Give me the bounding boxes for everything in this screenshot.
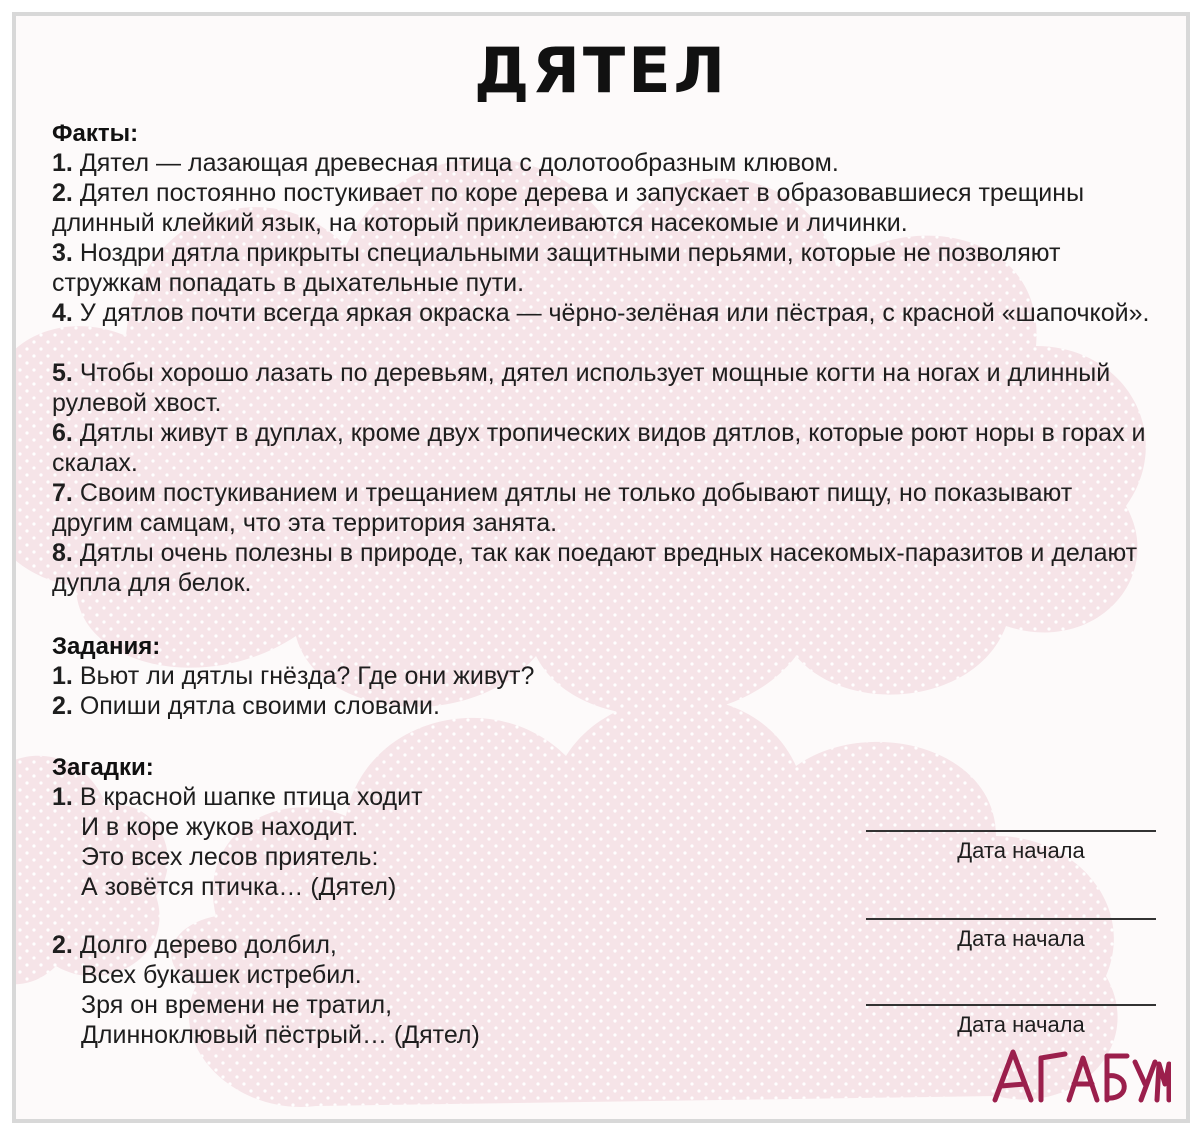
task-text: Вьют ли дятлы гнёзда? Где они живут? <box>79 662 535 690</box>
riddle-line: И в коре жуков находит. <box>81 813 359 841</box>
task-item <box>52 691 1152 721</box>
riddle-line: Это всех лесов приятель: <box>81 843 379 871</box>
fact-item <box>52 238 1152 298</box>
fact-text: Дятлы очень полезны в природе, так как поедают вредных насекомых-паразитов и делают дупла для белок. <box>52 539 1138 597</box>
tasks-heading: Задания: <box>52 633 161 660</box>
task-number: 1. <box>52 662 73 690</box>
riddle-line: Длинноклювый пёстрый… (Дятел) <box>81 1021 480 1049</box>
fact-item <box>52 298 1152 328</box>
fact-text: Своим постукиванием и трещанием дятлы не только добывают пищу, но показывают другим самцам, что эта территория занята. <box>52 479 1073 537</box>
task-number: 2. <box>52 692 73 720</box>
date-start-line[interactable] <box>866 918 1156 920</box>
date-start-label: Дата начала <box>957 926 1085 951</box>
facts-heading: Факты: <box>52 120 139 147</box>
fact-number: 4. <box>52 299 73 327</box>
fact-text: Дятлы живут в дуплах, кроме двух тропических видов дятлов, которые роют норы в горах и скалах. <box>52 419 1146 477</box>
date-start-line[interactable] <box>866 1004 1156 1006</box>
fact-number: 3. <box>52 239 73 267</box>
date-start-label: Дата начала <box>957 838 1085 863</box>
fact-number: 8. <box>52 539 73 567</box>
agabum-logo <box>991 1044 1171 1106</box>
task-text: Опиши дятла своими словами. <box>79 692 440 720</box>
riddle-line: 2. Долго дерево долбил, <box>52 931 337 959</box>
fact-item <box>52 358 1152 418</box>
riddle-number: 1. <box>52 783 73 811</box>
fact-number: 5. <box>52 359 73 387</box>
fact-text: У дятлов почти всегда яркая окраска — чёрно-зелёная или пёстрая, с красной «шапочкой». <box>79 299 1150 327</box>
fact-item <box>52 178 1152 238</box>
riddle-item <box>52 930 612 1050</box>
fact-text: Ноздри дятла прикрыты специальными защитными перьями, которые не позволяют стружкам попадать в дыхательные пути. <box>52 239 1061 297</box>
fact-text: Дятел — лазающая древесная птица с долотообразным клювом. <box>79 149 839 177</box>
riddle-line: А зовётся птичка… (Дятел) <box>81 873 397 901</box>
fact-number: 7. <box>52 479 73 507</box>
riddle-item <box>52 782 612 902</box>
date-start-label: Дата начала <box>957 1012 1085 1037</box>
date-start-line[interactable] <box>866 830 1156 832</box>
riddle-line: 1. В красной шапке птица ходит <box>52 783 423 811</box>
riddle-number: 2. <box>52 931 73 959</box>
fact-number: 1. <box>52 149 73 177</box>
task-item <box>52 661 1152 691</box>
worksheet-content <box>16 16 1186 1119</box>
fact-number: 6. <box>52 419 73 447</box>
fact-number: 2. <box>52 179 73 207</box>
riddle-line: Зря он времени не тратил, <box>81 991 393 1019</box>
page-title: ДЯТЕЛ <box>473 34 729 107</box>
riddle-line: Всех букашек истребил. <box>81 961 362 989</box>
fact-item <box>52 478 1152 538</box>
fact-text: Дятел постоянно постукивает по коре дерева и запускает в образовавшиеся трещины длинный клейкий язык, на который приклеиваются насекомые и личинки. <box>52 179 1085 237</box>
worksheet-card <box>12 12 1190 1123</box>
fact-item <box>52 538 1152 598</box>
riddles-heading: Загадки: <box>52 754 154 781</box>
fact-item <box>52 418 1152 478</box>
fact-text: Чтобы хорошо лазать по деревьям, дятел использует мощные когти на ногах и длинный рулевой хвост. <box>52 359 1111 417</box>
fact-item <box>52 148 1152 178</box>
